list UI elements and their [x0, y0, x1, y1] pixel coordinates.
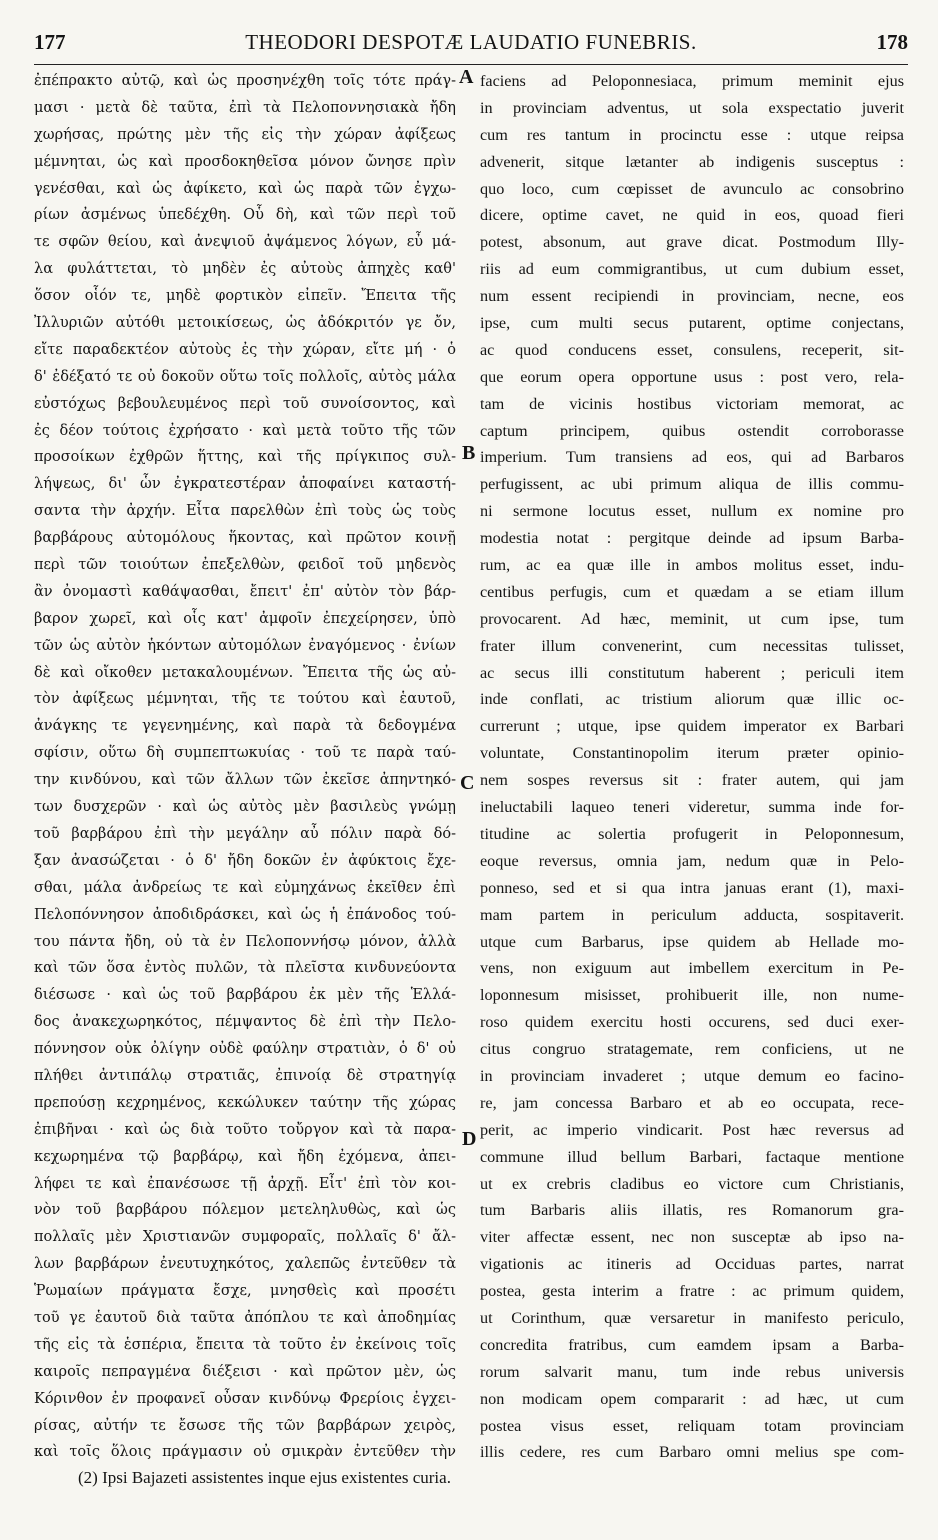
greek-text-line: πολλαῖς μὲν Χριστιανῶν συμφοραῖς, πολλαῖς δ' ἄλ-: [34, 1229, 456, 1246]
latin-text-line: inde conflati, ac tristium aliorum quæ illic oc-: [480, 690, 904, 709]
greek-text-line: Ῥωμαίων πράγματα ἔσχε, μνησθεὶς καὶ προσέτι: [34, 1283, 456, 1300]
latin-text-line: ac secus illi constitutum haberent ; periculi item: [480, 663, 904, 682]
greek-text-line: λων βαρβάρων ἐνευτυχηκότος, χαλεπῶς ἐντεῦθεν τὰ: [34, 1256, 456, 1273]
latin-text-line: non modicam opem compararit : ad hæc, ut cum: [480, 1389, 904, 1408]
greek-text-line: νὸν τοῦ βαρβάρου πόλεμον μετεληλυθὼς, καὶ ὡς: [34, 1202, 456, 1219]
latin-text-line: loponnesum misisset, prohibuerit ille, non nume-: [480, 986, 904, 1005]
latin-text-line: perfugissent, ac ubi primum aliqua de illis commu-: [480, 475, 904, 494]
latin-text-line: illis cedere, res cum Barbaro omni melius spe com-: [480, 1443, 904, 1462]
latin-text-line: ipse, cum multi secus putarent, optime conjectans,: [480, 314, 904, 333]
greek-text-line: πόννησον οὐκ ὀλίγην οὐδὲ φαύλην στρατιὰν, ὁ δ' οὐ: [34, 1041, 456, 1058]
latin-text-line: captum principem, quibus ostendit corroborasse: [480, 421, 904, 440]
greek-text-line: δὲ καὶ οἴκοθεν μετακαλουμένων. Ἔπειτα τῆς ὡς αὐ-: [34, 664, 456, 681]
latin-text-line: imperium. Tum transiens ad eos, qui ad Barbaros: [480, 448, 904, 467]
greek-text-line: Πελοπόννησον ἀποδιδράσκει, καὶ ὡς ἡ ἐπάνοδος τού-: [34, 906, 456, 923]
latin-text-line: que eorum opera opportune usus : post vero, rela-: [480, 367, 904, 386]
latin-text-line: rorum salvarit manu, tum inde rebus universis: [480, 1362, 904, 1381]
latin-text-line: postea, gesta interim a fratre : ac primum quidem,: [480, 1282, 904, 1301]
greek-text-line: εὐστόχως βεβουλευμένος περὶ τοῦ συνοίσοντος, καὶ: [34, 395, 456, 412]
latin-text-line: perit, ac imperio vindicarit. Post hæc reversus ad: [480, 1120, 904, 1139]
margin-marker-a: A: [459, 66, 474, 88]
greek-text-line: ἀνάγκης τε γεγενημένης, καὶ παρὰ τὰ δεδογμένα: [34, 718, 456, 735]
margin-marker-c: C: [460, 772, 475, 794]
margin-marker-b: B: [462, 442, 476, 464]
latin-text-line: advenerit, sitque lætanter ab indigenis susceptus :: [480, 152, 904, 171]
greek-text-line: μασι · μετὰ δὲ ταῦτα, ἐπὶ τὰ Πελοποννησιακὰ ἤδη: [34, 99, 456, 116]
running-title: THEODORI DESPOTÆ LAUDATIO FUNEBRIS.: [245, 30, 697, 54]
greek-text-line: ξαν ἀνασώζεται · ὁ δ' ἤδη δοκῶν ἐν ἀφύκτοις ἔχε-: [34, 852, 456, 869]
greek-text-line: δος ἀνακεχωρηκότος, πέμψαντος δὲ ἐπὶ τὴν Πελο-: [34, 1014, 456, 1031]
greek-text-line: βαρβάρους αὐτομόλους ἥκοντας, καὶ πρῶτον κοινῇ: [34, 530, 456, 547]
greek-text-line: κεχωρημένα τῷ βαρβάρῳ, καὶ ἤδη ἐχόμενα, ἀπει-: [34, 1148, 456, 1165]
latin-text-line: ac quod conducens esset, consulens, receperit, sit-: [480, 340, 904, 359]
latin-text-line: concredita fratribus, cum eamdem ipsam a Barba-: [480, 1335, 904, 1354]
greek-text-line: βαρον χωρεῖ, καὶ οἷς κατ' ἀμφοῖν ἐπεχείρησεν, ὑπὸ: [34, 610, 456, 627]
latin-text-line: ut Corinthum, quæ versaretur in manifesto periculo,: [480, 1308, 904, 1327]
greek-text-line: λήφει τε καὶ ἐπανέσωσε τῇ ἀρχῇ. Εἶτ' ἐπὶ τὸν κοι-: [34, 1175, 456, 1192]
greek-text-line: τὸν ἀφίξεως μέμνηται, τῆς τε τούτου καὶ ἑαυτοῦ,: [34, 691, 456, 708]
greek-text-line: χωρήσας, πρώτης μὲν τῆς εἰς τὴν χώραν ἀφίξεως: [34, 126, 456, 143]
latin-text-line: vigationis ac itineris ad Occiduas partes, narrat: [480, 1255, 904, 1274]
greek-text-line: ἂν ὀνομαστὶ καθάψασθαι, ἔπειτ' ἐπ' αὐτὸν τὸν βάρ-: [34, 583, 456, 600]
greek-text-line: σαντα τὴν ἀρχήν. Εἶτα παρελθὼν ἐπὶ τοὺς ὡς τοὺς: [34, 503, 456, 520]
greek-text-line: του πάντα ἤδη, οὐ τὰ ἐν Πελοποννήσῳ μόνον, ἀλλὰ: [34, 933, 456, 950]
greek-text-line: προσοίκων ἐχθρῶν ἥττης, καὶ τῆς πρίγκιπος συλ-: [34, 449, 456, 466]
latin-text-line: ineluctabili laqueo teneri videretur, summa inde for-: [480, 798, 904, 817]
running-header: [34, 30, 908, 65]
latin-text-line: ut ex crebris cladibus eo victore cum Christianis,: [480, 1174, 904, 1193]
greek-text-line: σφίσιν, οὕτω δὴ συμπεπτωκυίας · τοῦ τε παρὰ ταύ-: [34, 745, 456, 762]
greek-text-line: πρεπούσῃ κεχρημένος, κεκώλυκεν ταύτην τῆς χώρας: [34, 1094, 456, 1111]
latin-text-line: ponneso, sed et si qua intra januas erant (1), maxi-: [480, 878, 904, 897]
latin-text-line: rum, ac ea quæ ille in ambos molitus esset, indu-: [480, 556, 904, 575]
latin-text-line: cum res tantum in procinctu esse : utque reipsa: [480, 125, 904, 144]
latin-text-line: in provinciam adventus, ut sola exspectatio juverit: [480, 98, 904, 117]
footnote: (2) Ipsi Bajazeti assistentes inque ejus existentes curia.: [78, 1468, 451, 1487]
latin-text-line: riis ad eum commigrantibus, ut cum dubium esset,: [480, 260, 904, 279]
greek-text-line: Ἰλλυριῶν αὐτόθι μετοικίσεως, ὡς ἀδόκριτόν γε ὄν,: [34, 315, 456, 332]
greek-text-line: καιροῖς πεπραγμένα διέξεισι · καὶ πρῶτον μὲν, ὡς: [34, 1363, 456, 1380]
latin-text-line: voluntate, Constantinopolim iterum præter opinio-: [480, 744, 904, 763]
latin-text-line: titudine ac solertia profugerit in Peloponnesum,: [480, 824, 904, 843]
latin-text-line: eoque reversus, omnia jam, nedum quæ in Pelo-: [480, 851, 904, 870]
latin-text-line: modestia notat : pergitque deinde ad ipsum Barba-: [480, 529, 904, 548]
latin-text-line: roso quidem exercitu hosti occurens, sed duci exer-: [480, 1013, 904, 1032]
greek-text-line: την κινδύνου, καὶ τῶν ἄλλων τῶν ἐκεῖσε ἀπηντηκό-: [34, 772, 456, 789]
greek-text-line: τῆς εἰς τὰ ἑσπέρια, ἔπειτα τὰ τοῦτο ἐν ἐκείνοις τοῖς: [34, 1336, 456, 1353]
greek-text-line: γενέσθαι, καὶ ὡς ἀφίκετο, καὶ ὡς παρὰ τῶν ἐγχω-: [34, 180, 456, 197]
greek-text-line: τοῦ γε ἑαυτοῦ διὰ ταῦτα ἀπόπλου τε καὶ ἀποδημίας: [34, 1309, 456, 1326]
greek-text-line: διέσωσε · καὶ ὡς τοῦ βαρβάρου ἐκ μὲν τῆς Ἑλλά-: [34, 987, 456, 1004]
latin-text-line: faciens ad Peloponnesiaca, primum meminit ejus: [480, 72, 904, 90]
latin-text-line: viter affectæ essent, nec non susceptæ ab ipso na-: [480, 1228, 904, 1247]
greek-text-line: ἐς δέον τούτοις ἐχρήσατο · καὶ μετὰ τοῦτο τῆς τῶν: [34, 422, 456, 439]
right-page-number: 178: [876, 30, 908, 54]
latin-text-line: frater illum convenerint, cum necessitas tulisset,: [480, 636, 904, 655]
latin-text-line: provocarent. Ad hæc, meminit, ut cum ipse, tum: [480, 609, 904, 628]
greek-text-line: των δυσχερῶν · καὶ ὡς αὐτὸς μὲν βασιλεὺς γνώμῃ: [34, 799, 456, 816]
greek-column: [34, 68, 456, 1470]
greek-text-line: τοῦ βαρβάρου ἐπὶ τὴν μεγάλην αὖ πόλιν παρὰ δό-: [34, 825, 456, 842]
greek-text-line: καὶ τοῖς ὅλοις πράγμασιν οὐ σμικρὰν ἐντεῦθεν τὴν: [34, 1444, 456, 1461]
latin-text-line: vens, non exiguum aut imbellem exercitum in Pe-: [480, 959, 904, 978]
greek-text-line: τε σφῶν θείου, καὶ ἀνεψιοῦ ἀψάμενος λόγων, εὖ μά-: [34, 234, 456, 251]
greek-text-line: τῶν ὡς αὐτὸν ἡκόντων αὐτομόλων ἐναγόμενος · ἐνίων: [34, 637, 456, 654]
margin-marker-d: D: [462, 1128, 477, 1150]
greek-text-line: δ' ἐδέξατό τε οὐ δοκοῦν οὕτω τοῖς πολλοῖς, αὐτὸς μάλα: [34, 368, 456, 385]
latin-text-line: num essent recipiendi in provinciam, necne, eos: [480, 287, 904, 306]
greek-text-line: λήψεως, δι' ὧν ἐγκρατεστέραν ἀποφαίνει καταστή-: [34, 476, 456, 493]
latin-text-line: ni sermone locutus esset, nullum ex nomine pro: [480, 502, 904, 521]
latin-text-line: dicere, optime cavet, ne quid in eos, quoad fieri: [480, 206, 904, 225]
latin-text-line: tum Barbaris aliis illatis, res Romanorum gra-: [480, 1201, 904, 1220]
left-page-number: 177: [34, 30, 66, 54]
latin-text-line: nem sospes reversus sit : frater autem, qui jam: [480, 771, 904, 790]
greek-text-line: εἴτε παραδεκτέον αὐτοὺς ἐς τὴν χώραν, εἴτε μή · ὁ: [34, 341, 456, 358]
latin-text-line: in provinciam invaderet ; utque demum eo facino-: [480, 1066, 904, 1085]
latin-text-line: commune illud bellum Barbari, factaque mentione: [480, 1147, 904, 1166]
greek-text-line: ἐπιβῆναι · καὶ ὡς διὰ τοῦτο τοὔργον καὶ τὰ παρα-: [34, 1121, 456, 1138]
greek-text-line: ρίων ἀσμένως ὑπεδέχθη. Οὗ δὴ, καὶ τῶν περὶ τοῦ: [34, 207, 456, 224]
latin-text-line: utque cum Barbarus, ipse quidem ab Hellade mo-: [480, 932, 904, 951]
greek-text-line: πλήθει ἀντιπάλῳ στρατιᾶς, ἐπινοίᾳ δὲ στρατηγίᾳ: [34, 1067, 456, 1084]
latin-text-line: potest, absonum, aut grave dicat. Postmodum Illy-: [480, 233, 904, 252]
latin-text-line: centibus perfugis, cum et quædam a se etiam illum: [480, 582, 904, 601]
latin-text-line: quo loco, cum cœpisset de avunculo ac consobrino: [480, 179, 904, 198]
greek-text-line: ὅσον οἷόν τε, μηδὲ φορτικὸν εἰπεῖν. Ἔπειτα τῆς: [34, 288, 456, 305]
latin-text-line: re, jam concessa Barbaro et ab eo occupata, rece-: [480, 1093, 904, 1112]
greek-text-line: μέμνηται, ὡς καὶ προσδοκηθεῖσα μόνον ὤνησε πρὶν: [34, 153, 456, 170]
greek-text-line: ἐπέπρακτο αὐτῷ, καὶ ὡς προσηνέχθη τοῖς τότε πράγ-: [34, 73, 456, 89]
greek-text-line: Κόρινθον ἐν προφανεῖ οὖσαν κινδύνῳ Φρερίοις ἐγχει-: [34, 1390, 456, 1407]
latin-column: [480, 68, 904, 1470]
greek-text-line: λα φυλάττεται, τὸ μηδὲν ἐς αὐτοὺς ἀπηχὲς καθ': [34, 261, 456, 278]
greek-text-line: σθαι, μάλα ἀνδρείως τε καὶ εὐμηχάνως ἐκεῖθεν ἐπὶ: [34, 879, 456, 896]
latin-text-line: citus congruo stratagemate, rem conficiens, ut ne: [480, 1040, 904, 1059]
latin-text-line: currerunt ; utque, ipse quidem imperator ex Barbari: [480, 717, 904, 736]
greek-text-line: περὶ τῶν τοιούτων ἐπεξελθὼν, φειδοῖ τοῦ μηδενὸς: [34, 557, 456, 574]
latin-text-line: postea visus esset, reliquam totam provinciam: [480, 1416, 904, 1435]
greek-text-line: ρίσας, αὐτήν τε ἔσωσε τῆς τῶν βαρβάρων χειρὸς,: [34, 1417, 456, 1434]
greek-text-line: καὶ τῶν ὅσα ἐντὸς πυλῶν, τὰ πλεῖστα κινδυνεύοντα: [34, 960, 456, 977]
latin-text-line: tam de vicinis hostibus victoriam memorat, ac: [480, 394, 904, 413]
latin-text-line: mam partem in periculum adducta, sospitaverit.: [480, 905, 904, 924]
